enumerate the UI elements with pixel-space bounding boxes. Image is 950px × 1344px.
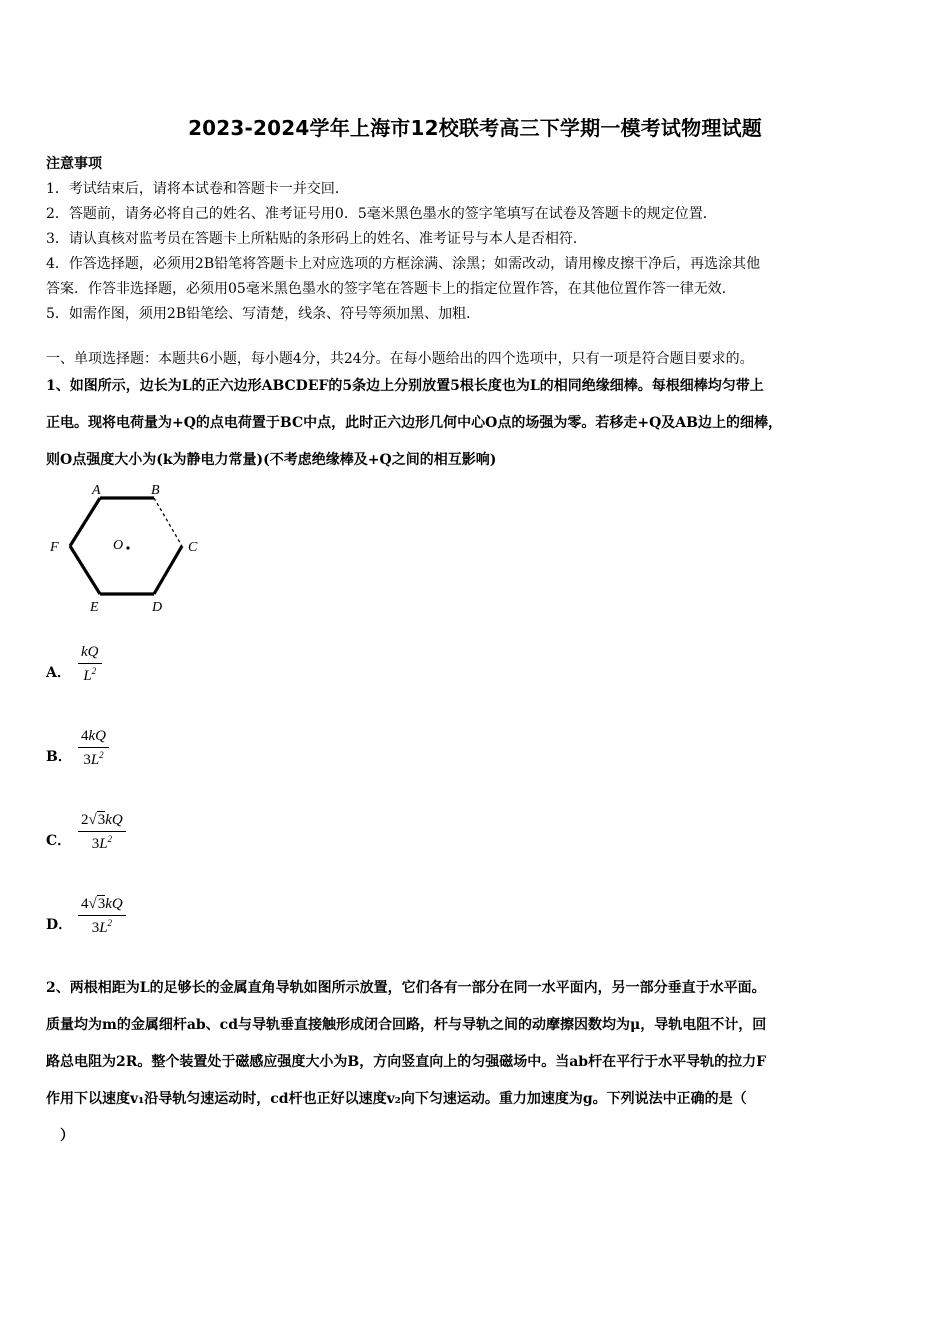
formula-numerator	[78, 896, 126, 916]
den-exponent: 2	[91, 666, 97, 676]
den-coef: 3	[83, 752, 91, 768]
hexagon-figure	[44, 478, 214, 618]
num-coef: 4	[81, 728, 89, 744]
sqrt-icon: √	[88, 896, 97, 912]
den-var: L	[99, 920, 108, 936]
option-formula	[78, 896, 126, 937]
question-line: 则O点强度大小为(k为静电力常量)(不考虑绝缘棒及+Q之间的相互影响)	[46, 452, 497, 468]
edge-ef	[70, 546, 100, 594]
option-label: A．	[46, 665, 71, 681]
question-line: 1、如图所示，边长为L的正六边形ABCDEF的5条边上分别放置5根长度也为L的相同绝缘细棒。每根细棒均匀带上	[46, 378, 764, 394]
formula-denominator	[78, 748, 109, 769]
radicand: 3	[97, 812, 106, 828]
vertex-label-c: C	[188, 540, 198, 555]
question-line: 路总电阻为2R。整个装置处于磁感应强度大小为B，方向竖直向上的匀强磁场中。当ab杆在平行于水平导轨的拉力F	[46, 1054, 767, 1070]
question-line: 2、两根相距为L的足够长的金属直角导轨如图所示放置，它们各有一部分在同一水平面内，另一部分垂直于水平面。	[46, 980, 766, 996]
option-formula	[78, 728, 109, 769]
notice-line: 3．请认真核对监考员在答题卡上所粘贴的条形码上的姓名、准考证号与本人是否相符．	[46, 231, 587, 247]
num-var: kQ	[105, 896, 123, 912]
num-var: kQ	[88, 728, 106, 744]
notice-line: 5．如需作图，须用2B铅笔绘、写清楚，线条、符号等须加黑、加粗．	[46, 306, 481, 322]
question-2-text	[46, 970, 921, 1155]
vertex-label-b: B	[151, 483, 160, 498]
question-line: 正电。现将电荷量为+Q的点电荷置于BC中点，此时正六边形几何中心O点的场强为零。若移走+Q及AB边上的细棒，	[46, 415, 782, 431]
notice-line: 4．作答选择题，必须用2B铅笔将答题卡上对应选项的方框涂满、涂黑；如需改动，请用橡皮擦干净后，再选涂其他	[46, 256, 761, 272]
notice-line: 答案．作答非选择题，必须用05毫米黑色墨水的签字笔在答题卡上的指定位置作答，在其他位置作答一律无效．	[46, 281, 736, 297]
center-point	[126, 546, 129, 549]
question-line: 质量均为m的金属细杆ab、cd与导轨垂直接触形成闭合回路，杆与导轨之间的动摩擦因数均为μ，导轨电阻不计，回	[46, 1017, 767, 1033]
num-coef: 2	[81, 812, 89, 828]
notice-line: 1．考试结束后，请将本试卷和答题卡一并交回．	[46, 181, 349, 197]
formula-numerator	[78, 644, 102, 664]
notice-line: 2．答题前，请务必将自己的姓名、准考证号用0．5毫米黑色墨水的签字笔填写在试卷及答题卡的规定位置．	[46, 206, 717, 222]
page-title: 2023-2024学年上海市12校联考高三下学期一模考试物理试题	[188, 116, 762, 140]
num-coef: 4	[81, 896, 89, 912]
edge-cd	[154, 546, 182, 594]
option-label: C．	[46, 833, 72, 849]
notice-heading: 注意事项	[46, 156, 102, 172]
question-line: ）	[46, 1128, 74, 1144]
num-var: kQ	[81, 644, 99, 660]
question-1-text	[46, 368, 921, 479]
vertex-label-e: E	[90, 600, 99, 615]
edge-fa	[70, 498, 100, 546]
formula-denominator	[78, 664, 102, 685]
den-var: L	[99, 836, 108, 852]
den-var: L	[90, 752, 100, 768]
section-heading: 一、单项选择题：本题共6小题，每小题4分，共24分。在每小题给出的四个选项中，只有一项是符合题目要求的。	[46, 351, 754, 367]
option-formula	[78, 644, 102, 685]
den-var: L	[83, 668, 92, 684]
sqrt-icon: √	[88, 812, 97, 828]
num-var: kQ	[105, 812, 123, 828]
option-formula	[78, 812, 126, 853]
den-exponent: 2	[107, 834, 113, 844]
notice-block	[46, 152, 916, 327]
den-exponent: 2	[107, 918, 113, 928]
formula-denominator	[78, 916, 126, 937]
den-coef: 3	[91, 836, 100, 852]
formula-numerator	[78, 812, 126, 832]
question-line: 作用下以速度v₁沿导轨匀速运动时，cd杆也正好以速度v₂向下匀速运动。重力加速度为g。下列说法中正确的是（	[46, 1091, 747, 1107]
den-exponent: 2	[99, 750, 104, 760]
formula-numerator	[78, 728, 109, 748]
den-coef: 3	[91, 920, 100, 936]
option-label: D．	[46, 917, 73, 933]
vertex-label-d: D	[152, 600, 163, 615]
option-label: B．	[46, 749, 72, 765]
radicand: 3	[97, 896, 106, 912]
formula-denominator	[78, 832, 126, 853]
edge-bc-dashed	[154, 498, 182, 546]
vertex-label-a: A	[92, 483, 101, 498]
center-label-o: O	[113, 538, 124, 553]
vertex-label-f: F	[50, 540, 59, 555]
